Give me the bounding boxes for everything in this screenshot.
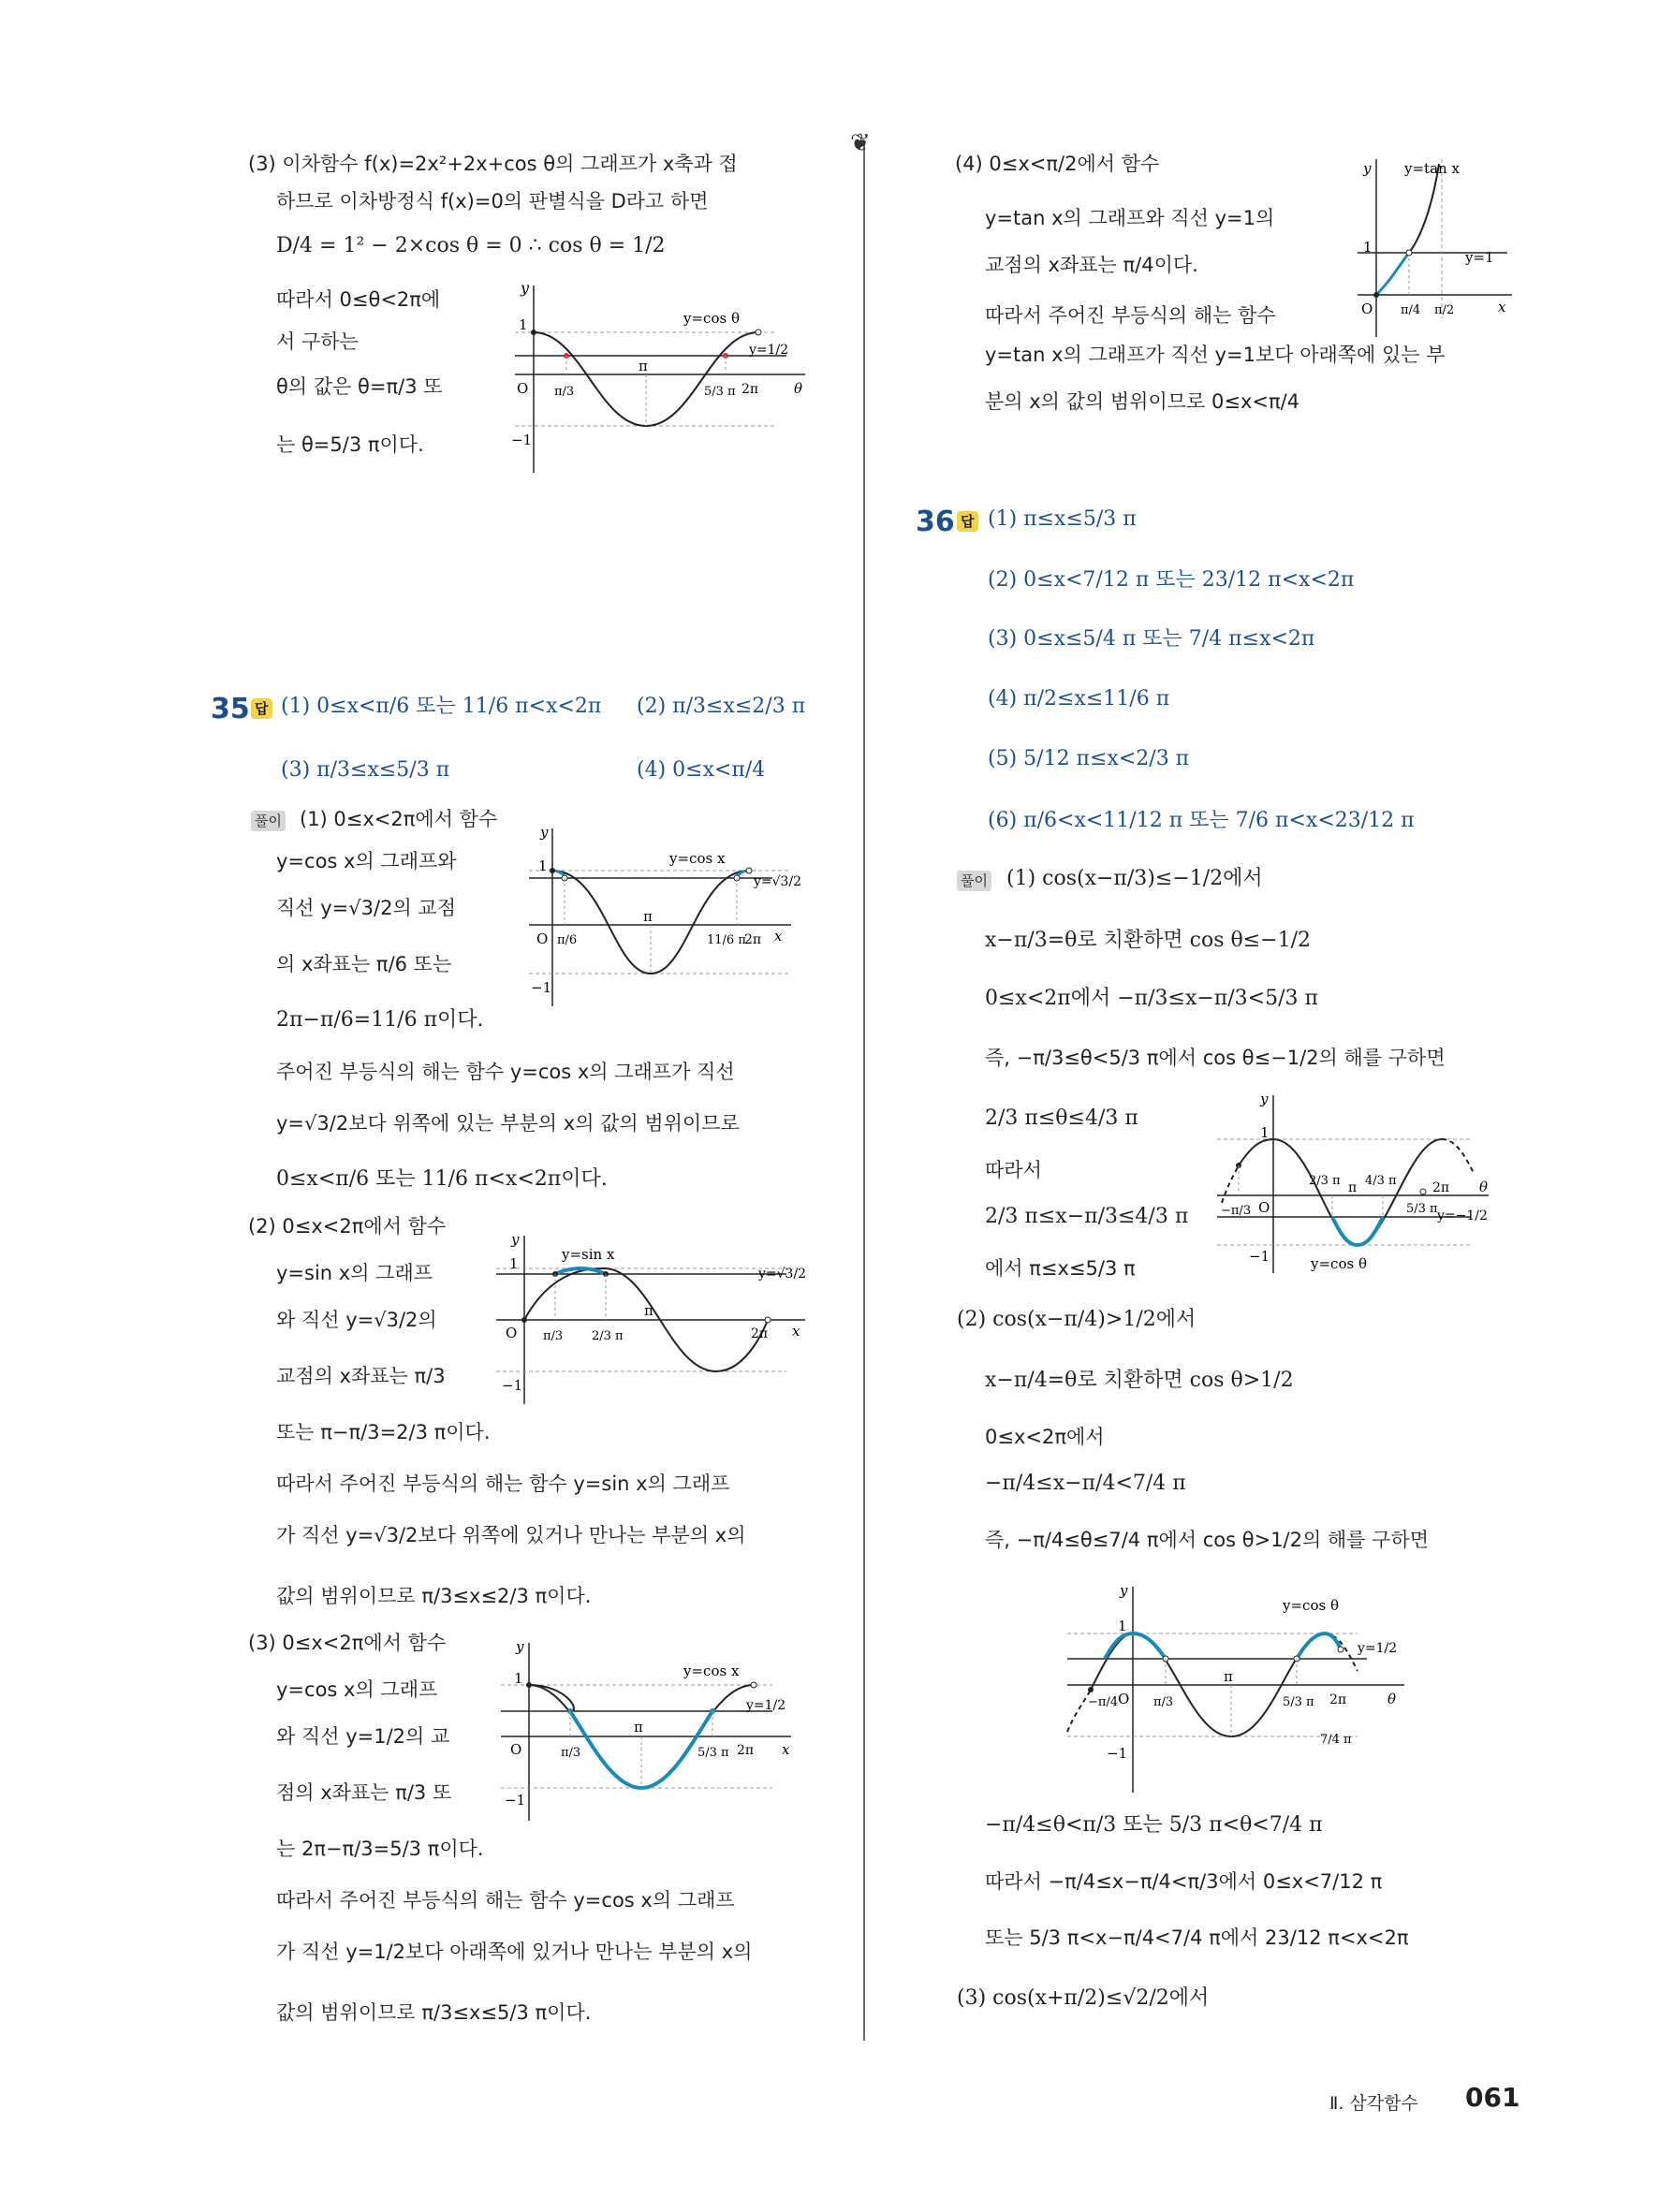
problem-number-36: 36	[916, 505, 955, 538]
p36-answer-6: (6) π/6<x<11/12 π 또는 7/6 π<x<23/12 π	[988, 809, 1415, 832]
svg-text:y=cos x: y=cos x	[683, 1663, 740, 1679]
svg-text:O: O	[1118, 1691, 1130, 1707]
svg-text:y: y	[521, 281, 530, 297]
p35-graph-3	[492, 1638, 810, 1825]
p35-graph-1	[520, 824, 819, 1011]
p35-sol-17: (3) 0≤x<2π에서 함수	[248, 1632, 447, 1654]
svg-text:π/4: π/4	[1401, 303, 1421, 317]
p36-sol-14: −π/4≤θ<π/3 또는 5/3 π<θ<7/4 π	[985, 1813, 1323, 1837]
svg-text:θ: θ	[1387, 1691, 1397, 1707]
p36-sol-8: 에서 π≤x≤5/3 π	[985, 1257, 1136, 1280]
svg-text:2π: 2π	[1329, 1692, 1347, 1707]
svg-text:−π/4: −π/4	[1088, 1695, 1119, 1709]
p35-sol-14: 따라서 주어진 부등식의 해는 함수 y=sin x의 그래프	[276, 1472, 730, 1495]
p35-answer-3: (3) π/3≤x≤5/3 π	[281, 758, 450, 782]
top-left-line-2: 하므로 이차방정식 f(x)=0의 판별식을 D라고 하면	[276, 190, 709, 212]
svg-text:y=√3/2: y=√3/2	[754, 874, 802, 889]
svg-text:y=cos θ: y=cos θ	[1311, 1255, 1367, 1272]
p36-answer-1: (1) π≤x≤5/3 π	[988, 507, 1137, 531]
svg-text:y=sin x: y=sin x	[562, 1246, 615, 1263]
top-right-line-4: 따라서 주어진 부등식의 해는 함수	[985, 304, 1276, 327]
p35-answer-4: (4) 0≤x<π/4	[637, 758, 766, 782]
svg-text:4/3 π: 4/3 π	[1365, 1174, 1397, 1188]
svg-text:−1: −1	[1107, 1745, 1128, 1762]
p35-sol-18: y=cos x의 그래프	[276, 1678, 438, 1701]
svg-text:y=1/2: y=1/2	[746, 1698, 786, 1713]
svg-text:x: x	[774, 928, 783, 945]
svg-text:O: O	[536, 930, 549, 947]
svg-text:O: O	[1258, 1199, 1270, 1216]
svg-text:y: y	[1120, 1582, 1128, 1599]
svg-text:1: 1	[1260, 1124, 1270, 1141]
p36-graph-2	[1049, 1582, 1423, 1797]
p35-sol-4: 의 x좌표는 π/6 또는	[276, 953, 452, 975]
svg-text:1: 1	[509, 1255, 519, 1272]
p35-sol-12: 교점의 x좌표는 π/3	[276, 1365, 446, 1387]
svg-text:π/3: π/3	[1153, 1695, 1174, 1709]
p35-sol-15: 가 직선 y=√3/2보다 위쪽에 있거나 만나는 부분의 x의	[276, 1524, 746, 1546]
tan-curve-black	[1409, 164, 1439, 253]
p36-sol-15: 따라서 −π/4≤x−π/4<π/3에서 0≤x<7/12 π	[985, 1870, 1383, 1893]
svg-text:O: O	[510, 1741, 522, 1758]
p35-sol-13: 또는 π−π/3=2/3 π이다.	[276, 1421, 491, 1443]
svg-text:2π: 2π	[737, 1743, 755, 1758]
answer-badge: 답	[957, 511, 978, 532]
svg-text:θ: θ	[794, 380, 803, 397]
svg-text:y=−1/2: y=−1/2	[1437, 1209, 1488, 1223]
top-right-line-3: 교점의 x좌표는 π/4이다.	[985, 254, 1198, 276]
p35-sol-24: 값의 범위이므로 π/3≤x≤5/3 π이다.	[276, 2001, 592, 2024]
p36-sol-12: −π/4≤x−π/4<7/4 π	[985, 1472, 1186, 1495]
svg-text:x: x	[782, 1741, 790, 1758]
p36-sol-11: 0≤x<2π에서	[985, 1426, 1105, 1448]
svg-text:2π: 2π	[744, 932, 762, 947]
svg-text:π/3: π/3	[561, 1746, 581, 1760]
svg-text:O: O	[517, 380, 529, 397]
p36-sol-17: (3) cos(x+π/2)≤√2/2에서	[957, 1986, 1210, 2010]
svg-text:1: 1	[519, 316, 528, 333]
p36-graph-1	[1208, 1091, 1521, 1278]
highlight-curve	[1332, 1217, 1383, 1245]
svg-text:1: 1	[514, 1670, 523, 1687]
top-right-line-5: y=tan x의 그래프가 직선 y=1보다 아래쪽에 있는 부	[985, 344, 1446, 366]
svg-text:1: 1	[538, 857, 548, 874]
svg-text:y=1/2: y=1/2	[749, 343, 789, 358]
svg-text:π/3: π/3	[543, 1329, 564, 1343]
p35-sol-11: 와 직선 y=√3/2의	[276, 1309, 437, 1331]
p36-sol-2: x−π/3=θ로 치환하면 cos θ≤−1/2	[985, 929, 1312, 952]
highlight-curve	[1105, 1633, 1166, 1659]
p35-sol-8: 0≤x<π/6 또는 11/6 π<x<2π이다.	[276, 1167, 608, 1191]
p35-sol-20: 점의 x좌표는 π/3 또	[276, 1781, 452, 1804]
p36-answer-3: (3) 0≤x≤5/4 π 또는 7/4 π≤x<2π	[988, 627, 1315, 651]
top-left-line-3: D/4 = 1² − 2×cos θ = 0 ∴ cos θ = 1/2	[276, 234, 666, 257]
svg-text:y=cos θ: y=cos θ	[1283, 1597, 1339, 1614]
svg-text:1: 1	[1118, 1618, 1127, 1634]
p36-sol-13: 즉, −π/4≤θ≤7/4 π에서 cos θ>1/2의 해를 구하면	[985, 1529, 1430, 1551]
divider-ornament-icon: ❦	[850, 129, 871, 157]
p35-answer-1: (1) 0≤x<π/6 또는 11/6 π<x<2π	[281, 695, 602, 718]
svg-text:1: 1	[1363, 239, 1373, 256]
answer-badge: 답	[251, 698, 272, 719]
svg-text:−1: −1	[505, 1792, 526, 1809]
p36-answer-5: (5) 5/12 π≤x<2/3 π	[988, 747, 1190, 770]
svg-text:π: π	[644, 1302, 653, 1319]
p36-sol-4: 즉, −π/3≤θ<5/3 π에서 cos θ≤−1/2의 해를 구하면	[985, 1047, 1446, 1069]
svg-text:5/3 π: 5/3 π	[704, 385, 736, 399]
p36-sol-1: (1) cos(x−π/3)≤−1/2에서	[1006, 867, 1263, 890]
svg-text:π/3: π/3	[554, 385, 575, 399]
top-left-line-4: 따라서 0≤θ<2π에	[276, 288, 441, 311]
p35-answer-2: (2) π/3≤x≤2/3 π	[637, 695, 806, 718]
svg-text:−1: −1	[531, 979, 552, 996]
p35-sol-21: 는 2π−π/3=5/3 π이다.	[276, 1838, 484, 1860]
svg-text:2π: 2π	[741, 382, 759, 397]
p36-sol-6: 따라서	[985, 1159, 1042, 1181]
svg-text:π: π	[634, 1719, 643, 1736]
svg-text:y=tan x: y=tan x	[1404, 160, 1460, 177]
problem-number-35: 35	[211, 693, 250, 725]
page-number: 061	[1465, 2082, 1520, 2113]
solution-badge: 풀이	[957, 871, 991, 891]
top-left-line-1: (3) 이차함수 f(x)=2x²+2x+cos θ의 그래프가 x축과 접	[248, 153, 738, 175]
p36-sol-9: (2) cos(x−π/4)>1/2에서	[957, 1308, 1197, 1331]
svg-text:−1: −1	[1249, 1248, 1270, 1265]
chapter-label: Ⅱ. 삼각함수	[1329, 2093, 1418, 2114]
p36-answer-4: (4) π/2≤x≤11/6 π	[988, 687, 1170, 710]
highlight-curve	[1297, 1633, 1341, 1659]
p35-sol-10: y=sin x의 그래프	[276, 1262, 433, 1284]
svg-text:π: π	[1224, 1668, 1233, 1685]
svg-text:7/4 π: 7/4 π	[1320, 1733, 1352, 1747]
svg-text:y=cos θ: y=cos θ	[683, 310, 740, 327]
p35-sol-9: (2) 0≤x<2π에서 함수	[248, 1215, 447, 1238]
svg-text:5/3 π: 5/3 π	[1283, 1695, 1314, 1709]
svg-text:2π: 2π	[1432, 1180, 1450, 1195]
svg-text:π: π	[643, 908, 653, 925]
svg-text:O: O	[506, 1325, 518, 1341]
svg-text:O: O	[1361, 300, 1373, 317]
svg-text:π: π	[1348, 1180, 1358, 1195]
p35-sol-19: 와 직선 y=1/2의 교	[276, 1725, 450, 1748]
svg-text:y=√3/2: y=√3/2	[758, 1267, 807, 1282]
svg-text:−1: −1	[511, 432, 533, 448]
p35-sol-5: 2π−π/6=11/6 π이다.	[276, 1008, 484, 1032]
svg-text:2/3 π: 2/3 π	[592, 1329, 624, 1343]
top-right-tan-graph	[1348, 154, 1517, 342]
tan-curve-blue	[1376, 253, 1409, 295]
svg-text:π/2: π/2	[1434, 303, 1455, 317]
p35-sol-23: 가 직선 y=1/2보다 아래쪽에 있거나 만나는 부분의 x의	[276, 1941, 753, 1963]
p36-sol-10: x−π/4=θ로 치환하면 cos θ>1/2	[985, 1369, 1294, 1392]
svg-text:2/3 π: 2/3 π	[1309, 1174, 1341, 1188]
svg-text:θ: θ	[1479, 1179, 1489, 1195]
p35-sol-1: (1) 0≤x<2π에서 함수	[300, 808, 498, 830]
svg-text:π/6: π/6	[557, 933, 578, 947]
p35-sol-3: 직선 y=√3/2의 교점	[276, 897, 456, 919]
svg-text:π: π	[639, 358, 648, 374]
svg-text:5/3 π: 5/3 π	[697, 1746, 729, 1760]
svg-text:y: y	[516, 1638, 524, 1655]
p35-sol-6: 주어진 부등식의 해는 함수 y=cos x의 그래프가 직선	[276, 1061, 735, 1083]
svg-text:11/6 π: 11/6 π	[707, 933, 746, 947]
svg-text:−π/3: −π/3	[1221, 1204, 1252, 1218]
solution-badge: 풀이	[251, 811, 286, 831]
svg-text:y=cos x: y=cos x	[669, 850, 726, 867]
svg-text:y: y	[511, 1231, 520, 1248]
svg-text:y: y	[540, 824, 549, 841]
top-left-line-7: 는 θ=5/3 π이다.	[276, 433, 424, 456]
p36-sol-5: 2/3 π≤θ≤4/3 π	[985, 1106, 1138, 1130]
svg-text:y: y	[1363, 160, 1372, 177]
svg-text:x: x	[1498, 299, 1506, 315]
svg-text:y=1: y=1	[1465, 249, 1494, 266]
top-right-line-6: 분의 x의 값의 범위이므로 0≤x<π/4	[985, 390, 1300, 413]
p36-sol-3: 0≤x<2π에서 −π/3≤x−π/3<5/3 π	[985, 987, 1318, 1010]
svg-text:−1: −1	[502, 1377, 523, 1394]
p36-answer-2: (2) 0≤x<7/12 π 또는 23/12 π<x<2π	[988, 568, 1355, 592]
top-right-line-2: y=tan x의 그래프와 직선 y=1의	[985, 207, 1275, 229]
svg-text:y=1/2: y=1/2	[1358, 1641, 1398, 1656]
p35-sol-2: y=cos x의 그래프와	[276, 850, 457, 872]
svg-text:2π: 2π	[751, 1326, 769, 1341]
p35-graph-2	[487, 1231, 824, 1409]
p36-sol-16: 또는 5/3 π<x−π/4<7/4 π에서 23/12 π<x<2π	[985, 1926, 1409, 1949]
top-left-line-5: 서 구하는	[276, 330, 359, 353]
svg-text:x: x	[792, 1323, 800, 1340]
p35-sol-22: 따라서 주어진 부등식의 해는 함수 y=cos x의 그래프	[276, 1889, 735, 1912]
p35-sol-16: 값의 범위이므로 π/3≤x≤2/3 π이다.	[276, 1585, 592, 1607]
p35-sol-7: y=√3/2보다 위쪽에 있는 부분의 x의 값의 범위이므로	[276, 1112, 740, 1135]
top-right-line-1: (4) 0≤x<π/2에서 함수	[955, 153, 1160, 175]
column-divider	[863, 140, 865, 2041]
svg-text:y: y	[1260, 1091, 1269, 1107]
p36-sol-7: 2/3 π≤x−π/3≤4/3 π	[985, 1205, 1189, 1228]
top-left-line-6: θ의 값은 θ=π/3 또	[276, 375, 443, 398]
svg-text:5/3 π: 5/3 π	[1406, 1202, 1438, 1216]
top-left-cos-graph	[496, 281, 815, 477]
cos-curve	[534, 332, 758, 426]
